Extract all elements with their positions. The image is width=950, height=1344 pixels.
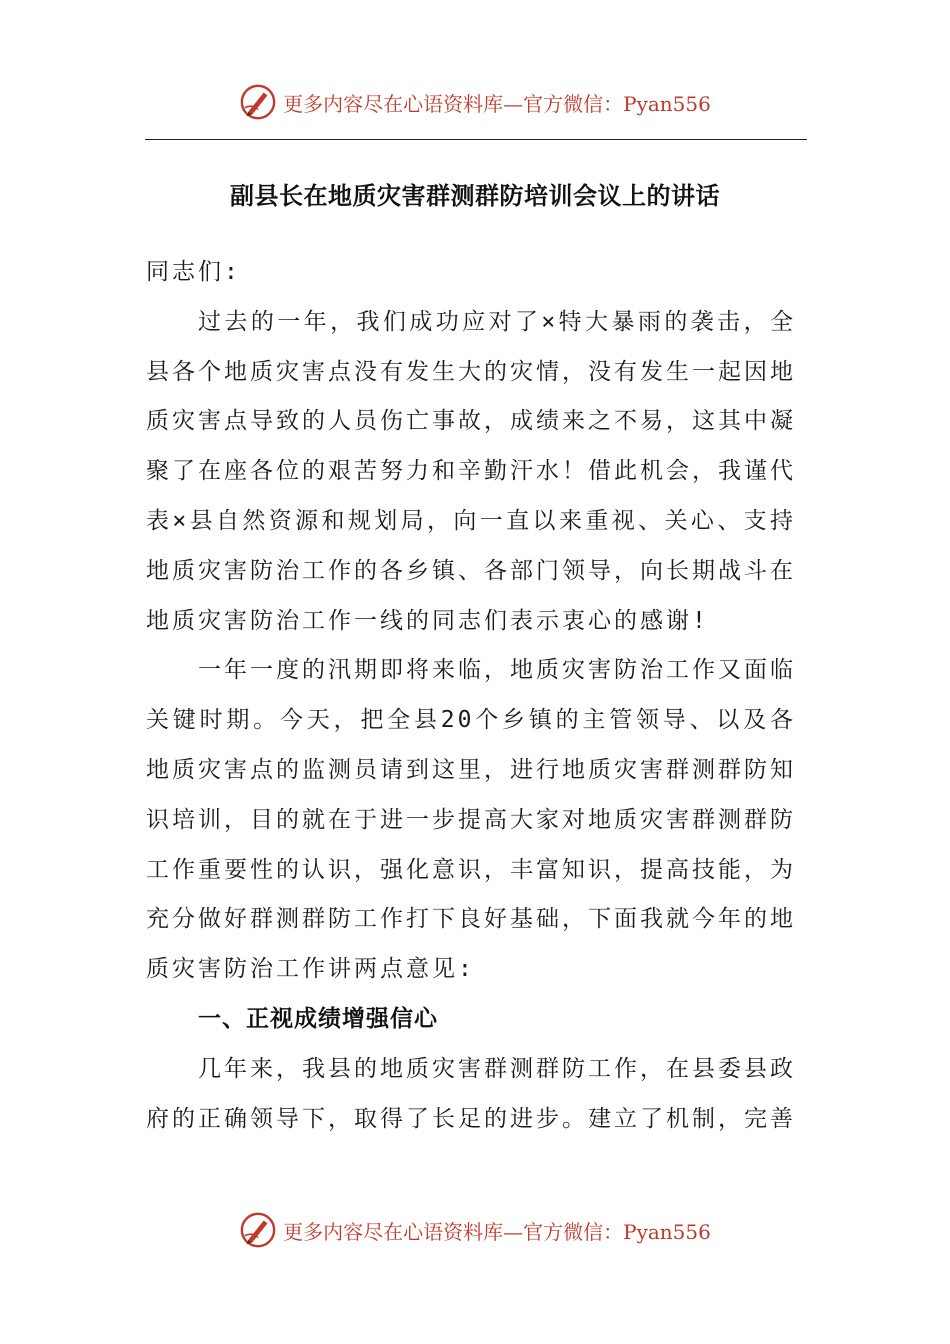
footer-banner [0, 1208, 950, 1252]
header-banner-text: 更多内容尽在心语资料库—官方微信：Pyan556 [283, 91, 711, 116]
paragraph-3: 几年来，我县的地质灾害群测群防工作，在县委县政府的正确领导下，取得了长足的进步。建立了机制，完善 [146, 1055, 796, 1132]
greeting: 同志们: [146, 259, 241, 285]
paragraph-2: 一年一度的汛期即将来临，地质灾害防治工作又面临关键时期。今天，把全县20个乡镇的主管领导、以及各地质灾害点的监测员请到这里，进行地质灾害群测群防知识培训，目的就在于进一步提高大家对地质灾害群测群防工作重要性的认识，强化意识，丰富知识，提高技能，为充分做好群测群防工作打下良好基础，下面我就今年的地质灾害防治工作讲两点意见: [146, 657, 796, 983]
pen-logo-icon [239, 1211, 277, 1249]
header-divider [145, 139, 807, 140]
section-heading-1: 一、正视成绩增强信心 [198, 1005, 438, 1032]
document-body [146, 248, 796, 1144]
header-banner [0, 80, 950, 124]
document-title: 副县长在地质灾害群测群防培训会议上的讲话 [230, 181, 720, 210]
footer-banner-text: 更多内容尽在心语资料库—官方微信：Pyan556 [283, 1219, 711, 1244]
paragraph-1: 过去的一年，我们成功应对了×特大暴雨的袭击，全县各个地质灾害点没有发生大的灾情，没有发生一起因地质灾害点导致的人员伤亡事故，成绩来之不易，这其中凝聚了在座各位的艰苦努力和辛勤汗水！借此机会，我谨代表×县自然资源和规划局，向一直以来重视、关心、支持地质灾害防治工作的各乡镇、各部门领导，向长期战斗在地质灾害防治工作一线的同志们表示衷心的感谢! [146, 308, 796, 634]
pen-logo-icon [239, 83, 277, 121]
